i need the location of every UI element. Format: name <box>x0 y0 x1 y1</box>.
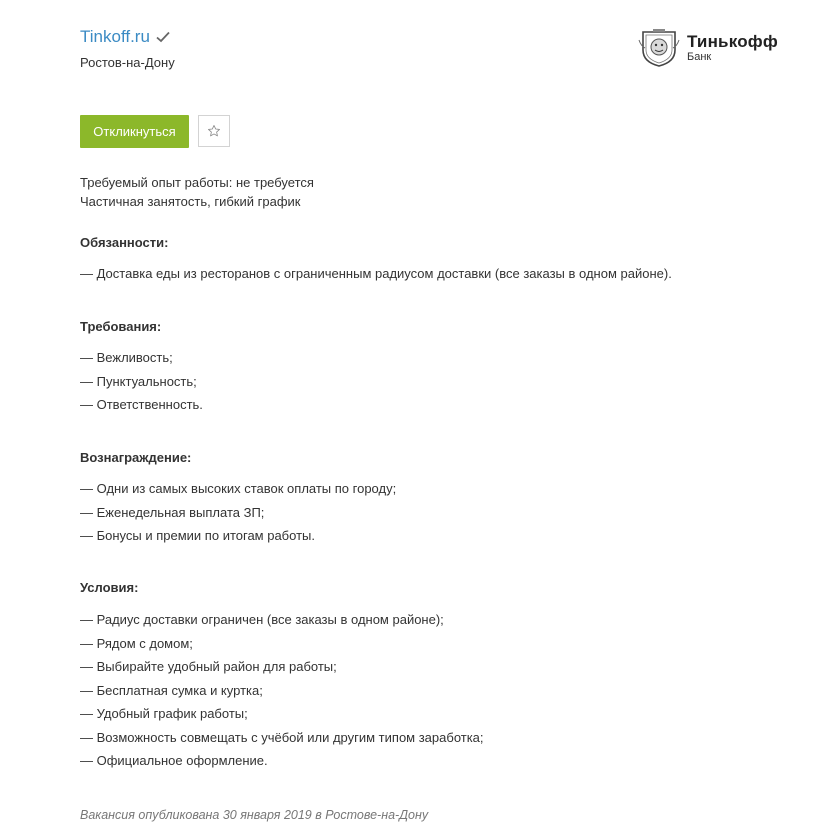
vacancy-meta <box>80 173 314 211</box>
duties-title: Обязанности: <box>80 235 169 250</box>
requirements-title: Требования: <box>80 319 162 334</box>
respond-button[interactable]: Откликнуться <box>80 115 189 148</box>
company-logo <box>637 28 778 68</box>
list-item: — Вежливость; <box>80 350 173 365</box>
list-item: — Выбирайте удобный район для работы; <box>80 659 337 674</box>
favorite-button[interactable] <box>198 115 230 147</box>
list-item: — Рядом с домом; <box>80 635 193 651</box>
duties-list <box>80 262 672 286</box>
list-item: — Пунктуальность; <box>80 373 197 389</box>
conditions-list <box>80 608 484 773</box>
list-item: — Возможность совмещать с учёбой или другим типом заработка; <box>80 729 484 745</box>
list-item: — Радиус доставки ограничен (все заказы в одном районе); <box>80 612 444 627</box>
tinkoff-emblem-icon <box>637 28 681 68</box>
conditions-title: Условия: <box>80 580 139 595</box>
list-item: — Удобный график работы; <box>80 706 248 721</box>
logo-subtitle: Банк <box>687 51 712 63</box>
list-item: — Официальное оформление. <box>80 753 268 768</box>
company-link[interactable] <box>80 27 170 47</box>
reward-title: Вознаграждение: <box>80 450 192 465</box>
reward-list <box>80 477 396 548</box>
list-item: — Бонусы и премии по итогам работы. <box>80 528 315 543</box>
published-date: Вакансия опубликована 30 января 2019 в Ростове-на-Дону <box>80 808 429 822</box>
requirements-list <box>80 346 203 417</box>
experience-text: Требуемый опыт работы: не требуется <box>80 175 314 190</box>
list-item: — Еженедельная выплата ЗП; <box>80 504 265 520</box>
list-item: — Доставка еды из ресторанов с ограниченным радиусом доставки (все заказы в одном районе). <box>80 266 672 281</box>
city-label: Ростов-на-Дону <box>80 55 175 70</box>
star-icon <box>207 124 221 138</box>
list-item: — Одни из самых высоких ставок оплаты по городу; <box>80 481 397 496</box>
list-item: — Бесплатная сумка и куртка; <box>80 682 263 698</box>
company-name: Tinkoff.ru <box>80 27 150 46</box>
list-item: — Ответственность. <box>80 397 203 412</box>
schedule-text: Частичная занятость, гибкий график <box>80 194 301 209</box>
logo-name: Тинькофф <box>687 32 778 51</box>
check-icon <box>156 31 170 43</box>
